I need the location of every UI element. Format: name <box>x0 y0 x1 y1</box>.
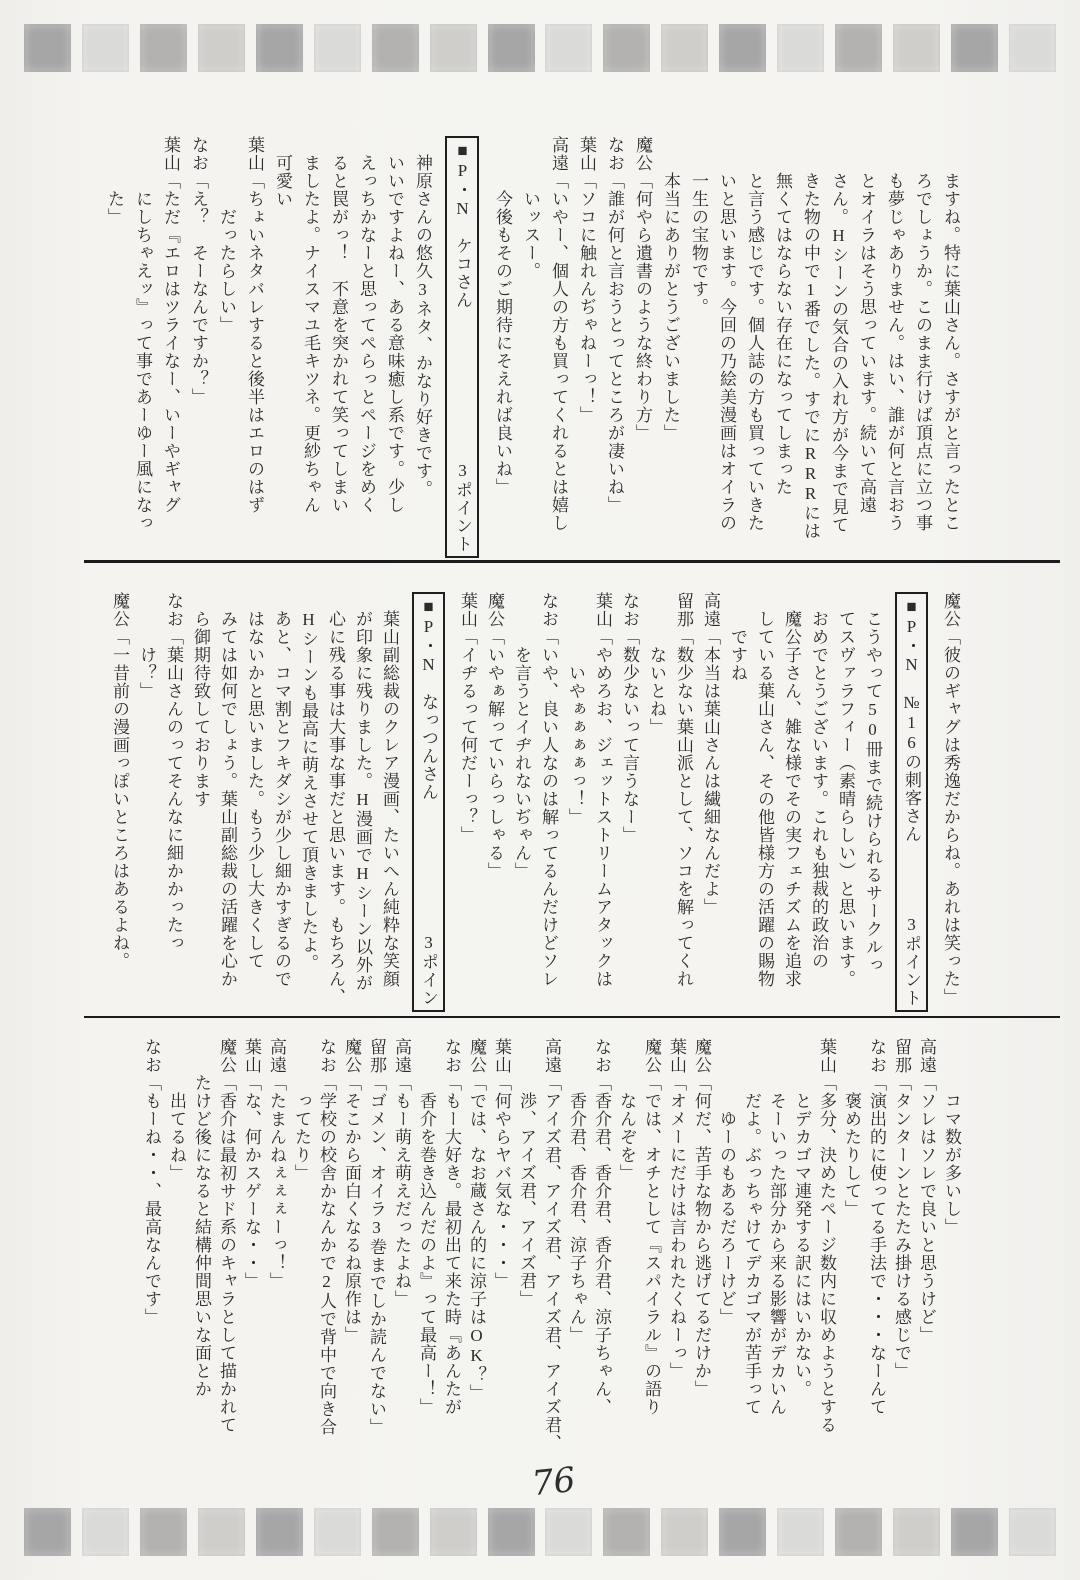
checker-square <box>893 1508 940 1556</box>
text-column: てスヴァラフィー（素晴らしい）と思います。 <box>836 592 855 988</box>
checker-square <box>24 1508 71 1556</box>
checker-square <box>951 24 998 72</box>
text-column: 葉山「ただ『エロはツライなー、いーやギャグ <box>161 136 180 514</box>
checker-square <box>777 1508 824 1556</box>
text-column: 葉山「ソコに触れんぢゃねーっ！」 <box>577 136 596 424</box>
text-column: なお「演出的に使ってる手法で・・・なーんて <box>867 1038 886 1416</box>
text-column: はないかと思いました。もう少し大きくして <box>245 592 264 970</box>
checker-square <box>256 24 303 72</box>
checker-square <box>1009 1508 1056 1556</box>
text-column: 高遠「ソレはソレで良いと思うけど」 <box>917 1038 936 1344</box>
text-column: 葉山「多分、決めたページ数内に収めようとする <box>817 1038 836 1434</box>
checker-square <box>719 1508 766 1556</box>
text-column: も夢じゃありません。はい、誰が何と言おう <box>885 136 904 532</box>
text-column: そーいった部分から来る影響がデカいん <box>767 1038 786 1416</box>
points-label: 3ポイント <box>902 915 921 1007</box>
text-column: えっちかなーと思ってぺらっとページをめく <box>357 136 376 514</box>
checker-square <box>777 24 824 72</box>
text-column: 神原さんの悠久3ネタ、かなり好きです。 <box>413 136 432 498</box>
text-column: 可愛い <box>273 136 292 208</box>
text-column: なお「学校の校舎かなんかで2人で背中で向き合 <box>317 1038 336 1436</box>
text-column: 魔公子さん、雑な様でその実フェチズムを追求 <box>782 592 801 988</box>
checker-square <box>82 24 129 72</box>
checker-square <box>140 24 187 72</box>
text-column: こうやって50冊まで続けられるサークルっ <box>863 592 882 974</box>
text-column: 葉山副総裁のクレア漫画、たいへん純粋な笑顔 <box>380 592 399 988</box>
text-column: いと思います。今回の乃絵美漫画はオイラの <box>717 136 736 532</box>
text-column: 魔公「いやぁ解っていらっしゃる」 <box>485 592 504 880</box>
text-column: とオイラはそう思っています。続いて高遠 <box>857 136 876 514</box>
text-column: 一生の宝物です。 <box>689 136 708 316</box>
text-column: 高遠「本当は葉山さんは繊細なんだよ」 <box>701 592 720 916</box>
text-column: 魔公「香介は最初サド系のキャラとして描かれて <box>217 1038 236 1434</box>
text-column: け？」 <box>137 592 156 700</box>
text-column: 高遠「アイズ君、アイズ君、アイズ君、アイズ君、 <box>542 1038 561 1452</box>
text-column: 留那「タンターンとたたみ掛ける感じで」 <box>892 1038 911 1380</box>
text-column: たけど後になると結構仲間思いな面とか <box>192 1038 211 1398</box>
text-column: Hシーンも最高に萌えさせて頂きましたよ。 <box>299 592 318 972</box>
text-column: 魔公「一昔前の漫画っぽいところはあるよね。 <box>110 592 129 970</box>
checker-square <box>24 24 71 72</box>
text-column: にしちゃえッ』って事であーゆー風になっ <box>133 136 152 532</box>
text-column: いッスー。 <box>521 136 540 280</box>
text-column: なお「香介君、香介君、香介君、涼子ちゃん、 <box>592 1038 611 1416</box>
checker-square <box>140 1508 187 1556</box>
text-section-bottom <box>139 1038 964 1466</box>
checker-square <box>314 24 361 72</box>
text-column: た」 <box>105 136 124 226</box>
text-column: 葉山「イヂるって何だーっ？」 <box>458 592 477 844</box>
text-column: 渉、アイズ君、アイズ君」 <box>517 1038 536 1308</box>
text-column: 魔公「何やら遺書のような終わり方」 <box>633 136 652 442</box>
text-column: 魔公「何だ、苦手な物から逃げてるだけか」 <box>692 1038 711 1398</box>
text-column: ですね <box>728 592 747 682</box>
text-section-top <box>100 136 964 558</box>
checker-square <box>256 1508 303 1556</box>
checker-square <box>835 24 882 72</box>
points-label: 3ポイン <box>419 933 438 1007</box>
text-column: と言う感じです。個人誌の方も買っていきた <box>745 136 764 532</box>
checker-square <box>603 1508 650 1556</box>
text-column: 今後もそのご期待にそえれば良いね」 <box>493 136 512 496</box>
checker-square <box>545 1508 592 1556</box>
checker-square <box>430 24 477 72</box>
text-column: 高遠「たまんねぇぇぇーっ！」 <box>267 1038 286 1290</box>
text-column: だよ。ぶっちゃけてデカゴマが苦手って <box>742 1038 761 1416</box>
text-column: いいですよねー、ある意味癒し系です。少し <box>385 136 404 514</box>
text-section-middle <box>106 592 964 1012</box>
text-column: だったらしい」 <box>217 136 236 334</box>
checker-square <box>835 1508 882 1556</box>
checker-square <box>430 1508 477 1556</box>
text-column: 葉山「な、何かスゲーな・・」 <box>242 1038 261 1290</box>
checker-square <box>661 24 708 72</box>
text-column: とデカゴマ連発する訳にはいかない。 <box>792 1038 811 1398</box>
pen-name: ■P・N なっつんさん <box>419 597 438 801</box>
pen-name-header <box>412 592 445 1012</box>
section-divider <box>84 560 1060 563</box>
text-column: さん。Hシーンの気合の入れ方が今まで見て <box>829 136 848 534</box>
text-column: 葉山「やめろお、ジェットストリームアタックは <box>593 592 612 988</box>
text-column: 留那「数少ない葉山派として、ソコを解ってくれ <box>674 592 693 988</box>
points-label: 3ポイント <box>453 461 472 553</box>
text-column: なんぞを」 <box>617 1038 636 1182</box>
text-column: ろでしょうか。このまま行けば頂点に立つ事 <box>913 136 932 532</box>
text-column: なお「もーね・・、最高なんです」 <box>142 1038 161 1326</box>
checker-square <box>198 24 245 72</box>
text-column: 褒めたりして」 <box>842 1038 861 1218</box>
text-column: ますね。特に葉山さん。さすがと言ったとこ <box>941 136 960 532</box>
pen-name: ■P・N ケコさん <box>453 141 472 309</box>
checker-square <box>488 24 535 72</box>
checker-border-bottom <box>24 1508 1056 1556</box>
text-column: 高遠「いやー、個人の方も買ってくれるとは嬉し <box>549 136 568 532</box>
text-column: ましたよ。ナイスマユ毛キツネ。更紗ちゃん <box>301 136 320 514</box>
checker-square <box>82 1508 129 1556</box>
text-column: が印象に残りました。H漫画でHシーン以外が <box>353 592 372 992</box>
checker-square <box>951 1508 998 1556</box>
pen-name: ■P・N №16の刺客さん <box>902 597 921 843</box>
text-column: なお「数少ないって言うなー」 <box>620 592 639 844</box>
text-column: みては如何でしょう。葉山副総裁の活躍を心か <box>218 592 237 988</box>
text-column: 魔公「そこから面白くなるね原作は」 <box>342 1038 361 1344</box>
text-column: 葉山「ちょいネタバレすると後半はエロのはず <box>245 136 264 514</box>
text-column: 魔公「彼のギャグは秀逸だからね。あれは笑った」 <box>941 592 960 1006</box>
text-column: を言うとイヂれないぢゃん」 <box>512 592 531 880</box>
pen-name-header <box>445 136 479 558</box>
checker-border-top <box>24 24 1056 72</box>
text-column: ら御期待致しております <box>191 592 210 808</box>
text-column: 葉山「オメーにだけは言われたくねーっ」 <box>667 1038 686 1380</box>
text-column: 葉山「何やらヤバ気な・・・」 <box>492 1038 511 1290</box>
checker-square <box>372 1508 419 1556</box>
text-column: している葉山さん、その他皆様方の活躍の賜物 <box>755 592 774 988</box>
section-divider <box>84 1016 1060 1018</box>
text-column: なお「葉山さんのってそんなに細かかったっ <box>164 592 183 952</box>
text-column: いやぁぁぁぁっ！」 <box>566 592 585 826</box>
text-column: コマ数が多いし」 <box>942 1038 961 1236</box>
checker-square <box>719 24 766 72</box>
text-column: 心に残る事は大事な事だと思います。もちろん、 <box>326 592 345 1006</box>
text-column: 留那「ゴメン、オイラ3巻までしか読んでない」 <box>367 1038 386 1436</box>
text-column: 高遠「もー萌え萌えだったよね」 <box>392 1038 411 1308</box>
checker-square <box>545 24 592 72</box>
text-column: なお「もー大好き。最初出て来た時『あんたが <box>442 1038 461 1416</box>
checker-square <box>1009 24 1056 72</box>
text-column: 本当にありがとうございました」 <box>661 136 680 442</box>
checker-square <box>372 24 419 72</box>
text-column: 香介を巻き込んだのよ』って最高ー！」 <box>417 1038 436 1416</box>
text-column: 魔公「では、なお蔵さん的に涼子はOK？」 <box>467 1038 486 1402</box>
text-column: あと、コマ割とフキダシが少し細かすぎるので <box>272 592 291 988</box>
text-column: 香介君、香介君、涼子ちゃん」 <box>567 1038 586 1344</box>
text-column: なお「え？ そーなんですか？」 <box>189 136 208 406</box>
text-column: きた物の中で1番でした。すでにRRRには <box>801 136 820 540</box>
text-column: 無くてはならない存在になってしまった <box>773 136 792 496</box>
page-number: 76 <box>530 1459 578 1505</box>
checker-square <box>488 1508 535 1556</box>
text-column: 魔公「では、オチとして『スパイラル』の語り <box>642 1038 661 1416</box>
text-column: ゆーのもあるだろーけど」 <box>717 1038 736 1326</box>
checker-square <box>198 1508 245 1556</box>
checker-square <box>893 24 940 72</box>
text-column: ないとね」 <box>647 592 666 736</box>
text-column: なお「いや、良い人なのは解ってるんだけどソレ <box>539 592 558 988</box>
text-column: ってたり」 <box>292 1038 311 1182</box>
text-column: ると罠がっ！ 不意を突かれて笑ってしまい <box>329 136 348 514</box>
text-column: 出てるね」 <box>167 1038 186 1182</box>
checker-square <box>661 1508 708 1556</box>
text-column: なお「誰が何と言おうとってところが凄いね」 <box>605 136 624 514</box>
text-column: おめでとうございます。これも独裁的政治の <box>809 592 828 970</box>
checker-square <box>314 1508 361 1556</box>
checker-square <box>603 24 650 72</box>
pen-name-header <box>895 592 928 1012</box>
